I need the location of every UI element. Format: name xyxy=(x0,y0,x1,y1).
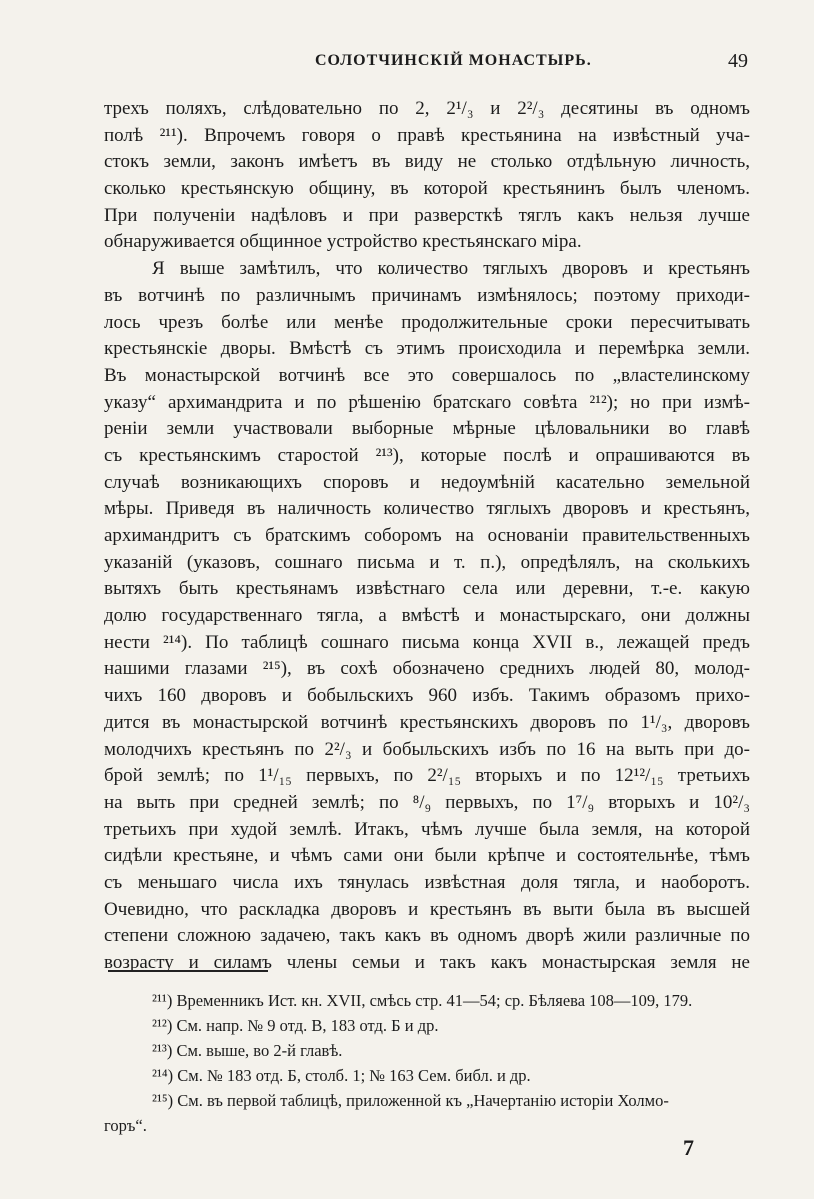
text-line: нести ²¹⁴). По таблицѣ сошнаго письма конца XVII в., лежащей предъ xyxy=(104,631,750,653)
text-line: возрасту и силамъ члены семьи и такъ какъ монастырская земля не xyxy=(104,952,750,973)
text-line: вытяхъ быть крестьянамъ извѣстнаго села или деревни, т.-е. какую xyxy=(104,578,750,600)
text-line: реніи земли участвовали выборные мѣрные цѣловальники во главѣ xyxy=(104,418,750,440)
text-line: брой землѣ; по 1¹/₁₅ первыхъ, по 2²/₁₅ вторыхъ и по 12¹²/₁₅ третьихъ xyxy=(104,765,750,787)
signature-mark: 7 xyxy=(683,1135,694,1160)
text-line: трехъ поляхъ, слѣдовательно по 2, 2¹/₃ и 2²/₃ десятины въ одномъ xyxy=(104,98,750,119)
page-number: 49 xyxy=(728,50,748,72)
text-line: сколько крестьянскую общину, въ которой крестьянинъ былъ членомъ. xyxy=(104,178,750,200)
text-line: сидѣли крестьяне, и чѣмъ сами они были крѣпче и состоятельнѣе, тѣмъ xyxy=(104,845,750,867)
text-line: молодчихъ крестьянъ по 2²/₃ и бобыльскихъ избъ по 16 на выть при до- xyxy=(104,738,750,760)
text-line: указу“ архимандрита и по рѣшенію братскаго совѣта ²¹²); но при измѣ- xyxy=(104,391,750,413)
text-line: При полученіи надѣловъ и при разверсткѣ тяглъ какъ нельзя лучше xyxy=(104,204,750,226)
text-line: съ меньшаго числа ихъ тянулась извѣстная доля тягла, и наоборотъ. xyxy=(104,871,750,893)
text-line: Очевидно, что раскладка дворовъ и крестьянъ въ выти была въ высшей xyxy=(104,898,750,920)
text-line: чихъ 160 дворовъ и бобыльскихъ 960 избъ. Такимъ образомъ прихо- xyxy=(104,685,750,707)
running-title: СОЛОТЧИНСКІЙ МОНАСТЫРЬ. xyxy=(315,52,592,69)
text-line: случаѣ возникающихъ споровъ и недоумѣній касательно земельной xyxy=(104,471,750,493)
text-line: Я выше замѣтилъ, что количество тяглыхъ дворовъ и крестьянъ xyxy=(152,258,750,280)
footnote: ²¹³) См. выше, во 2-й главѣ. xyxy=(152,1041,343,1060)
text-line: на выть при средней землѣ; по ⁸/₉ первыхъ, по 1⁷/₉ вторыхъ и 10²/₃ xyxy=(104,791,750,813)
footnote: ²¹⁵) См. въ первой таблицѣ, приложенной къ „Начертанію исторіи Холмо- xyxy=(152,1091,669,1110)
text-line: въ вотчинѣ по различнымъ причинамъ измѣнялось; поэтому приходи- xyxy=(104,284,750,306)
footnote: ²¹⁴) См. № 183 отд. Б, столб. 1; № 163 Сем. библ. и др. xyxy=(152,1066,531,1085)
text-line: обнаруживается общинное устройство крестьянскаго міра. xyxy=(104,231,582,253)
text-line: архимандритъ съ братскимъ соборомъ на основаніи правительственныхъ xyxy=(104,525,750,546)
text-line: Въ монастырской вотчинѣ все это совершалось по „властелинскому xyxy=(104,364,750,386)
text-line: стокъ земли, законъ имѣетъ въ виду не столько отдѣльную личность, xyxy=(104,151,750,173)
footnotes xyxy=(104,988,754,1138)
text-line: полѣ ²¹¹). Впрочемъ говоря о правѣ крестьянина на извѣстный уча- xyxy=(104,124,750,146)
text-line: съ крестьянскимъ старостой ²¹³), которые послѣ и опрашиваются въ xyxy=(104,444,750,466)
footnote-rule xyxy=(108,970,268,972)
text-line: степени сложною задачею, такъ какъ въ одномъ дворѣ жили различные по xyxy=(104,925,750,947)
text-line: нашими глазами ²¹⁵), въ сохѣ обозначено среднихъ людей 80, молод- xyxy=(104,658,750,680)
text-line: лось чрезъ болѣе или менѣе продолжительные сроки пересчитывать xyxy=(104,311,750,333)
footnote: ²¹²) См. напр. № 9 отд. В, 183 отд. Б и др. xyxy=(152,1016,439,1035)
footnote: ²¹¹) Временникъ Ист. кн. XVII, смѣсь стр. 41—54; ср. Бѣляева 108—109, 179. xyxy=(152,991,693,1010)
text-line: указаній (указовъ, сошнаго письма и т. п.), опредѣлялъ, на сколькихъ xyxy=(104,551,750,573)
text-line: мѣры. Приведя въ наличность количество тяглыхъ дворовъ и крестьянъ, xyxy=(104,498,750,520)
text-line: долю государственнаго тягла, а вмѣстѣ и монастырскаго, они должны xyxy=(104,605,750,627)
text-line: третьихъ при худой землѣ. Итакъ, чѣмъ лучше была земля, на которой xyxy=(104,818,750,840)
running-head xyxy=(100,50,760,76)
text-line: крестьянскіе дворы. Вмѣстѣ съ этимъ происходила и перемѣрка земли. xyxy=(104,338,750,360)
text-line: дится въ монастырской вотчинѣ крестьянскихъ дворовъ по 1¹/₃, дворовъ xyxy=(104,711,750,733)
body-text xyxy=(104,96,750,977)
footnote-continuation: горъ“. xyxy=(104,1116,147,1135)
